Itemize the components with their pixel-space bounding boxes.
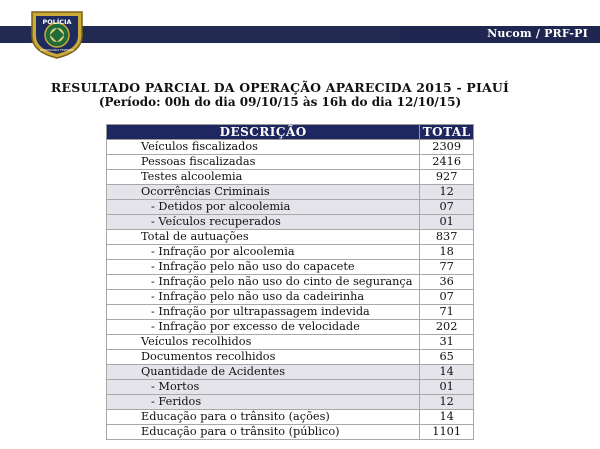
- table-row: [107, 350, 474, 365]
- row-description: - Infração por alcoolemia: [107, 245, 420, 260]
- table-row: [107, 290, 474, 305]
- table-row: [107, 335, 474, 350]
- row-description: - Feridos: [107, 395, 420, 410]
- row-description: - Veículos recuperados: [107, 215, 420, 230]
- row-description: Ocorrências Criminais: [107, 185, 420, 200]
- table-row: [107, 260, 474, 275]
- report-title: RESULTADO PARCIAL DA OPERAÇÃO APARECIDA 2015 - PIAUÍ: [50, 80, 510, 95]
- row-description: Educação para o trânsito (público): [107, 425, 420, 440]
- row-description: - Mortos: [107, 380, 420, 395]
- row-total: 14: [420, 410, 474, 425]
- row-description: Veículos fiscalizados: [107, 140, 420, 155]
- table-row: [107, 245, 474, 260]
- table-row: [107, 170, 474, 185]
- table-row: [107, 200, 474, 215]
- row-total: 31: [420, 335, 474, 350]
- row-description: - Infração pelo não uso do capacete: [107, 260, 420, 275]
- table-row: [107, 215, 474, 230]
- row-total: 1101: [420, 425, 474, 440]
- table-row: [107, 410, 474, 425]
- table-row: [107, 230, 474, 245]
- prf-badge-icon: [28, 6, 86, 60]
- row-description: Pessoas fiscalizadas: [107, 155, 420, 170]
- row-description: Total de autuações: [107, 230, 420, 245]
- header-total: TOTAL: [420, 125, 474, 140]
- row-description: Educação para o trânsito (ações): [107, 410, 420, 425]
- table-row: [107, 365, 474, 380]
- row-total: 01: [420, 380, 474, 395]
- row-total: 07: [420, 290, 474, 305]
- table-row: [107, 380, 474, 395]
- table-row: [107, 320, 474, 335]
- badge-top-text: POLÍCIA: [42, 18, 72, 26]
- row-total: 2309: [420, 140, 474, 155]
- table-row: [107, 395, 474, 410]
- table-row: [107, 275, 474, 290]
- table-row: [107, 305, 474, 320]
- table-row: [107, 155, 474, 170]
- table-header-row: [107, 125, 474, 140]
- row-total: 927: [420, 170, 474, 185]
- row-description: - Infração por excesso de velocidade: [107, 320, 420, 335]
- row-total: 837: [420, 230, 474, 245]
- table-row: [107, 185, 474, 200]
- row-description: Documentos recolhidos: [107, 350, 420, 365]
- row-total: 77: [420, 260, 474, 275]
- table-row: [107, 425, 474, 440]
- row-description: - Infração por ultrapassagem indevida: [107, 305, 420, 320]
- table-row: [107, 140, 474, 155]
- row-description: Quantidade de Acidentes: [107, 365, 420, 380]
- row-total: 07: [420, 200, 474, 215]
- badge-bottom-text: RODOVIÁRIA FEDERAL: [40, 48, 74, 52]
- row-total: 65: [420, 350, 474, 365]
- header-description: DESCRIÇÃO: [107, 125, 420, 140]
- banner-text: Nucom / PRF-PI: [487, 27, 588, 40]
- row-total: 202: [420, 320, 474, 335]
- row-description: Testes alcoolemia: [107, 170, 420, 185]
- report-subtitle: (Período: 00h do dia 09/10/15 às 16h do dia 12/10/15): [98, 95, 462, 109]
- row-description: - Infração pelo não uso da cadeirinha: [107, 290, 420, 305]
- row-description: - Infração pelo não uso do cinto de segurança: [107, 275, 420, 290]
- row-description: Veículos recolhidos: [107, 335, 420, 350]
- row-total: 2416: [420, 155, 474, 170]
- row-total: 01: [420, 215, 474, 230]
- row-total: 71: [420, 305, 474, 320]
- row-total: 14: [420, 365, 474, 380]
- row-total: 12: [420, 185, 474, 200]
- row-total: 36: [420, 275, 474, 290]
- row-total: 18: [420, 245, 474, 260]
- row-description: - Detidos por alcoolemia: [107, 200, 420, 215]
- results-table: [106, 124, 474, 440]
- row-total: 12: [420, 395, 474, 410]
